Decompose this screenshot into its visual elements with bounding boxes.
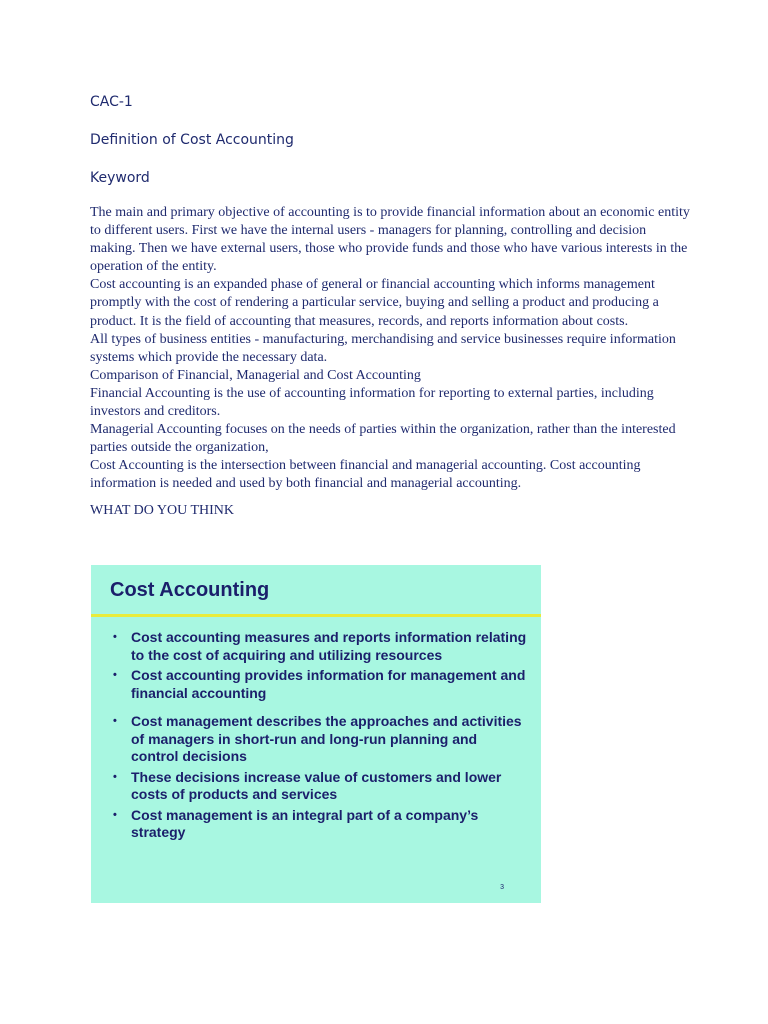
slide-bullet: [113, 667, 528, 702]
slide-bullet: [113, 629, 528, 664]
slide-image: [91, 565, 541, 903]
keyword-heading: Keyword: [90, 170, 150, 186]
bullet-icon: •: [113, 715, 117, 727]
document-code: CAC-1: [90, 94, 133, 110]
paragraph-comparison-heading: Comparison of Financial, Managerial and Cost Accounting: [90, 367, 421, 383]
slide-bullet: [113, 807, 528, 842]
slide-bullet-list: [113, 629, 528, 845]
paragraph-managerial-accounting: Managerial Accounting focuses on the needs of parties within the organization, rather than the interested parties outside the organization,: [90, 422, 676, 456]
slide-page-number: 3: [500, 884, 504, 891]
slide-bullet-text: Cost management describes the approaches and activities of managers in short-run and long-run planning and control decisions: [131, 713, 522, 764]
paragraph-business-entities: All types of business entities - manufacturing, merchandising and service businesses require information systems which provide the necessary data.: [90, 331, 676, 365]
slide-title: Cost Accounting: [110, 579, 270, 601]
paragraph-cost-accounting: Cost accounting is an expanded phase of general or financial accounting which informs management promptly with the cost of rendering a particular service, buying and selling a product and producing a product. It is the field of accounting that measures, records, and reports information about costs.: [90, 277, 659, 329]
slide-bullet-text: Cost accounting provides information for management and financial accounting: [131, 667, 526, 701]
slide-bullet: [113, 713, 528, 766]
slide-bullet-text: These decisions increase value of customers and lower costs of products and services: [131, 768, 502, 802]
bullet-icon: •: [113, 631, 117, 643]
body-text: [90, 204, 690, 520]
document-title: Definition of Cost Accounting: [90, 132, 294, 148]
paragraph-objective: The main and primary objective of accounting is to provide financial information about an economic entity to different users. First we have the internal users - managers for planning, controlling and decision making. Then we have external users, those who provide funds and those who have various interests in the operation of the entity.: [90, 205, 690, 275]
slide-divider: [91, 614, 541, 617]
bullet-icon: •: [113, 808, 117, 821]
bullet-icon: •: [113, 669, 117, 681]
what-do-you-think: WHAT DO YOU THINK: [90, 502, 235, 518]
slide-bullet-text: Cost management is an integral part of a company’s strategy: [131, 806, 479, 840]
slide-bullet: [113, 769, 528, 804]
paragraph-cost-intersection: Cost Accounting is the intersection between financial and managerial accounting. Cost accounting information is needed and used by both financial and managerial accounting.: [90, 458, 641, 492]
bullet-icon: •: [113, 770, 117, 783]
paragraph-financial-accounting: Financial Accounting is the use of accounting information for reporting to external parties, including investors and creditors.: [90, 385, 654, 420]
slide-bullet-text: Cost accounting measures and reports information relating to the cost of acquiring and utilizing resources: [131, 629, 527, 663]
